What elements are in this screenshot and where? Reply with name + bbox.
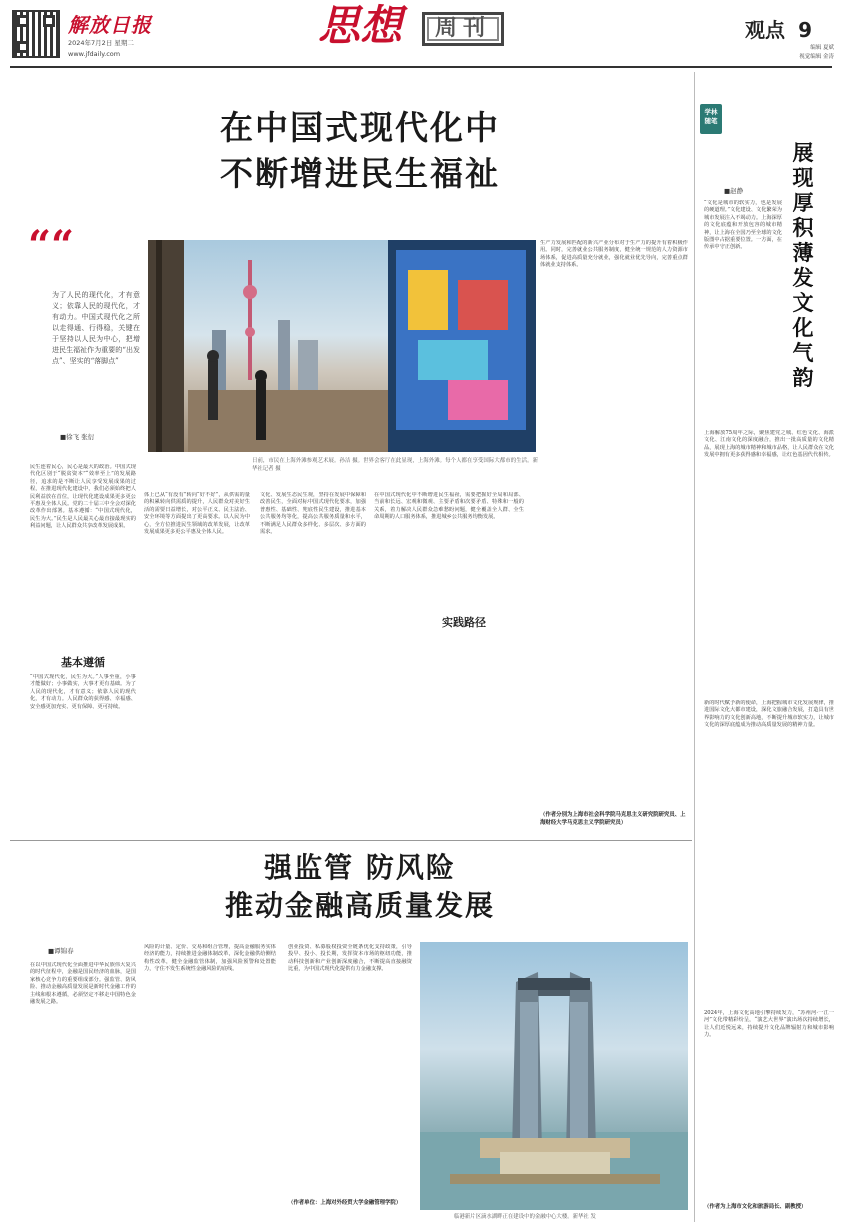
article1-col6b bbox=[374, 634, 524, 824]
article1-bottom-rule bbox=[10, 840, 692, 841]
brand-sub: 周刊 bbox=[434, 16, 491, 41]
article2-author: ■谭锦春 bbox=[48, 947, 74, 955]
article2-photo-caption: 临港新片区滴水湖畔正在建设中的金融中心大楼。新华社 发 bbox=[454, 1214, 596, 1220]
section-label-block bbox=[745, 14, 812, 43]
article2-col3: 创业投资、私募股权投资全链条优化支持政策，引导投早、投小、投长期，发挥资本市场的枢纽功能，推动科技创新和产业创新深度融合，不断提高直接融资比重，为中国式现代化提供有力金融支撑。 bbox=[288, 944, 412, 973]
badge-line-2: 随笔 bbox=[704, 117, 718, 125]
editor-line-1: 编辑 夏斌 bbox=[810, 45, 834, 51]
brand-sub-box bbox=[422, 12, 504, 46]
qr-code-icon bbox=[12, 10, 60, 58]
website-url[interactable]: www.jfdaily.com bbox=[68, 50, 121, 58]
badge-line-1: 学林 bbox=[704, 108, 718, 116]
article1-col5: 生产力发展和匹配的新兴产业分布对于生产力的提升有着积极作用。同时，完善就业公共服务制度，健全统一规范的人力资源市场体系，促进高质量充分就业，强化就业优先导向，完善重点群体就业支持体系。 bbox=[540, 240, 688, 269]
article3-col4: 2024年，上海文化高地引擎持续发力，“苏州河·一江一河”文化带精彩纷呈，“演艺大世界”演出场次持续增长，让人们近悦远来，持续提升文化品牌辐射力和城市影响力。 bbox=[704, 1010, 834, 1039]
page-number: 9 bbox=[798, 18, 813, 42]
article1-subhead-1: 基本遵循 bbox=[61, 656, 105, 669]
article2-col2: 风险的计量、定价、交易和组合管理，提高金融服务实体经济的能力，持续推进金融体制改革，深化金融供给侧结构性改革，健全金融监管体制，加强风险预警和处置能力，守住不发生系统性金融风险的底线。 bbox=[144, 944, 276, 973]
article2-credit: （作者单位：上海对外经贸大学金融管理学院） bbox=[288, 1200, 402, 1206]
article1-headline-2: 不断增进民生福祉 bbox=[220, 154, 500, 193]
article3-credit: （作者为上海市文化和旅游局长、副教授） bbox=[704, 1204, 807, 1210]
article1-subhead-2: 实践路径 bbox=[442, 616, 486, 629]
date-line: 2024年7月2日 星期二 bbox=[68, 39, 134, 47]
building-illustration bbox=[420, 942, 688, 1210]
masthead-rule bbox=[10, 66, 832, 68]
photo-illustration bbox=[148, 240, 536, 452]
article2-headline-2: 推动金融高质量发展 bbox=[224, 889, 495, 922]
article3-headline: 展现厚积薄发文化气韵 bbox=[792, 140, 814, 390]
masthead bbox=[0, 0, 841, 70]
article1-photo bbox=[148, 240, 536, 452]
column-badge bbox=[700, 104, 722, 134]
article2-col1: 在以中国式现代化全面推进中华民族伟大复兴的时代征程中，金融是国民经济的血脉，是国家核心竞争力的重要组成部分。强监管、防风险、推动金融高质量发展是新时代金融工作的主线和根本遵循，必须坚定不移走中国特色金融发展之路。 bbox=[30, 962, 136, 1006]
article1-col6a: 在中国式现代化中不断增进民生福祉，需要把握好全局和局部、当前和长远、宏观和微观、主要矛盾和次要矛盾、特殊和一般的关系，着力解决人民群众急难愁盼问题，健全覆盖全人群、全生命周期的人口服务体系，推进城乡公共服务均衡发展。 bbox=[374, 492, 524, 521]
brand-title: 思想 bbox=[318, 1, 403, 50]
article2-photo bbox=[420, 942, 688, 1210]
right-column-divider bbox=[694, 72, 695, 1222]
article1-col7 bbox=[540, 614, 688, 808]
article3-col1: “文化是城市的软实力，也是发展的硬道理。”文化建设、文化繁荣为城市发展注入不竭动力。上海深厚的文化底蕴和开放包容的城市精神，让上海在全国乃至全球的文化版图中占据重要位置。一方面，在传承中守正创新。 bbox=[704, 200, 782, 251]
article1-headline-1: 在中国式现代化中 bbox=[220, 108, 500, 147]
newspaper-logo: 解放日报 bbox=[68, 13, 152, 37]
editor-credit bbox=[790, 44, 834, 62]
article2-headline-1: 强监管 防风险 bbox=[264, 851, 456, 884]
article1-col4: 文化、发展生态民生观，坚持在发展中保障和改善民生，全面对标中国式现代化要求，加强普惠性、基础性、兜底性民生建设，推进基本公共服务均等化，提高公共服务质量和水平，不断满足人民群众多样化、多层次、多方面的需求。 bbox=[260, 492, 366, 536]
pullquote: 为了人民的现代化，才有意义；依靠人民的现代化，才有动力。中国式现代化之所以走得通、行得稳，关键在于坚持以人民为中心，把增进民生福祉作为重要的“出发点”、坚实的“落脚点” bbox=[52, 291, 140, 365]
section-label: 观点 bbox=[745, 18, 785, 42]
article1-credit: （作者分别为上海市社会科学院马克思主义研究院研究员、上海财经大学马克思主义学院研究员） bbox=[540, 812, 686, 826]
article1-photo-caption: 日前，市民在上海外滩参观艺术展。孙洁 摄。世界会客厅在此显现，上海外滩。每个人都在享受国际大都市的生活。新华社记者 摄 bbox=[252, 458, 538, 472]
quote-mark-icon: ““ bbox=[28, 222, 75, 269]
article3-col2: 上海解放75周年之际，聚焦建党之城、红色文化、海派文化、江南文化的深度融合，推出一批高质量的文化精品，展现上海的城市精神和城市品格，让人民群众在文化发展中拥有更多获得感和幸福感，让红色基因代代相传。 bbox=[704, 430, 834, 459]
editor-line-2: 视觉编辑 金涛 bbox=[799, 54, 834, 60]
article1-author: ■徐飞 张衍 bbox=[60, 433, 95, 441]
article3-author: ■赵静 bbox=[724, 187, 744, 195]
article1-col2: “中国式现代化，民生为大。”人事至重，小事才能做好；小事做实，大事才更有基础。为了人民的现代化，才有意义；依靠人民的现代化，才有动力。人民群众的获得感、幸福感、安全感更加充实、更有保障、更可持续。 bbox=[30, 674, 136, 710]
article1-col1: 民生连着民心，民心是最大的政治。中国式现代化区别于“脱贫资本”“效率至上”的发展路径，追求的是不断让人民享受发展成果的过程，在推进现代化建设中，我们必须始终把人民利益放在首位，让现代化建设成果更多更公平惠及全体人民。党的二十届三中全会对深化改革作出部署。基本遵循：“中国式现代化，民生为大。”民生是人民最关心最直接最现实的利益问题，让人民群众共享改革发展成果。 bbox=[30, 464, 136, 530]
article3-col3: 新的时代赋予新的使命，上海把握城市文化发展规律，推进国际文化大都市建设，深化文旅融合发展，打造具有世界影响力的文化创新高地，不断提升城市软实力，让城市文化的深厚底蕴成为推动高质量发展的精神力量。 bbox=[704, 700, 834, 729]
article1-col3: 体上已从“有没有”转向“好不好”，从供需的量的积累转向供需质的提升，人民群众对美好生活的需要日益增长，对公平正义、民主法治、安全环境等方面提出了更高要求。以人民为中心，全方位推进民生领域的改革发展，让改革发展成果更多更公平惠及全体人民。 bbox=[144, 492, 250, 536]
